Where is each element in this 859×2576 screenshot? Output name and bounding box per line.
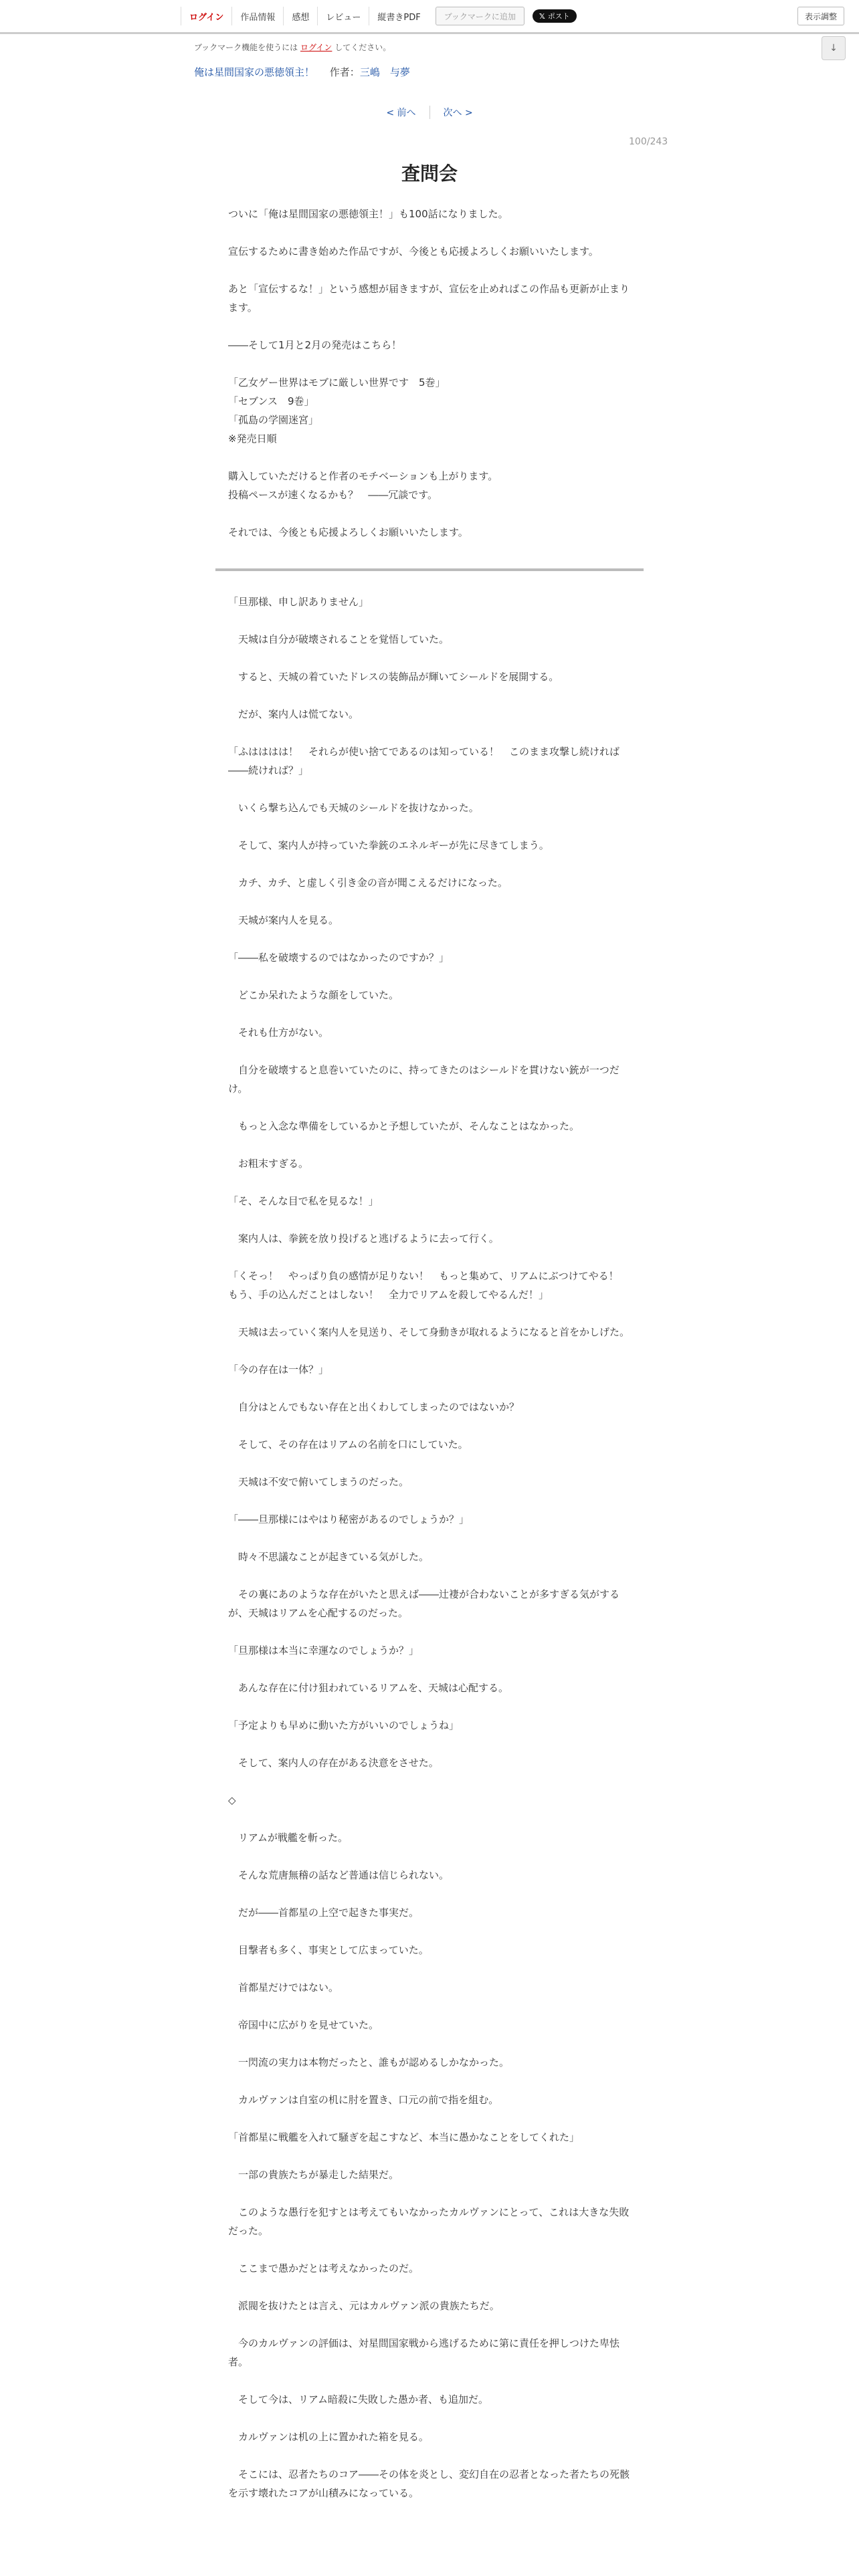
body-paragraph: 「――私を破壊するのではなかったのですか？」 bbox=[228, 952, 450, 964]
blank-line bbox=[228, 1847, 630, 1866]
body-paragraph: カルヴァンは机の上に置かれた箱を見る。 bbox=[228, 2431, 429, 2443]
body-paragraph: 一部の貴族たちが暴走した結果だ。 bbox=[228, 2169, 399, 2181]
body-paragraph: どこか呆れたような顔をしていた。 bbox=[228, 989, 399, 1001]
blank-line bbox=[228, 2072, 630, 2090]
blank-line bbox=[228, 1566, 630, 1585]
scroll-down-button[interactable] bbox=[822, 36, 846, 60]
blank-line bbox=[228, 2240, 630, 2259]
body-paragraph: リアムが戦艦を斬った。 bbox=[228, 1832, 348, 1844]
x-post-button[interactable] bbox=[533, 9, 577, 23]
episode-number: 100/243 bbox=[629, 136, 668, 147]
blank-line bbox=[228, 817, 630, 836]
body-paragraph: 「今の存在は一体？」 bbox=[228, 1364, 329, 1376]
blank-line bbox=[228, 2109, 630, 2128]
blank-line bbox=[228, 223, 630, 242]
blank-line bbox=[228, 892, 630, 911]
blank-line bbox=[228, 1529, 630, 1547]
body-paragraph: いくら撃ち込んでも天城のシールドを抜けなかった。 bbox=[228, 802, 479, 814]
blank-line bbox=[228, 504, 630, 523]
body-paragraph: 「首都星に戦艦を入れて騒ぎを起こすなど、本当に愚かなことをしてくれた」 bbox=[228, 2131, 580, 2143]
blank-line bbox=[228, 2278, 630, 2296]
blank-line bbox=[228, 1622, 630, 1641]
blank-line bbox=[228, 1660, 630, 1679]
preface-paragraph: 宣伝するために書き始めた作品ですが、今後とも応援よろしくお願いいたします。 bbox=[228, 245, 599, 257]
preface-section bbox=[228, 205, 630, 542]
body-paragraph: ここまで愚かだとは考えなかったのだ。 bbox=[228, 2262, 419, 2274]
blank-line bbox=[228, 1697, 630, 1716]
body-paragraph: 天城は自分が破壊されることを覚悟していた。 bbox=[228, 633, 450, 645]
blank-line bbox=[228, 1491, 630, 1510]
blank-line bbox=[228, 1304, 630, 1323]
blank-line bbox=[228, 1210, 630, 1229]
work-title-link[interactable]: 俺は星間国家の悪徳領主！ bbox=[194, 66, 315, 78]
blank-line bbox=[228, 1885, 630, 1903]
body-paragraph: 自分を破壊すると息巻いていたのに、持ってきたのはシールドを貫けない銃が一つだけ。 bbox=[228, 1064, 619, 1095]
x-post-label: ポスト bbox=[547, 12, 570, 21]
bookmark-notice bbox=[194, 41, 391, 53]
body-paragraph: 「旦那様、申し訳ありません」 bbox=[228, 596, 369, 608]
blank-line bbox=[228, 2409, 630, 2428]
blank-line bbox=[228, 2446, 630, 2465]
body-paragraph: そして、案内人の存在がある決意をさせた。 bbox=[228, 1757, 439, 1769]
blank-line bbox=[228, 1735, 630, 1753]
blank-line bbox=[228, 1098, 630, 1117]
blank-line bbox=[228, 855, 630, 873]
next-episode-link[interactable]: 次へ > bbox=[430, 106, 486, 119]
body-paragraph: 自分はとんでもない存在と出くわしてしまったのではないか？ bbox=[228, 1401, 520, 1413]
body-paragraph: 「くそっ！ やっぱり負の感情が足りない！ もっと集めて、リアムにぶつけてやる！ もう、手の込んだことはしない！ 全力でリアムを殺してやるんだ！」 bbox=[228, 1270, 629, 1301]
blank-line bbox=[228, 1173, 630, 1192]
blank-line bbox=[228, 967, 630, 986]
blank-line bbox=[228, 1810, 630, 1828]
body-paragraph: カチ、カチ、と虚しく引き金の音が聞こえるだけになった。 bbox=[228, 877, 508, 889]
body-paragraph: 「そ、そんな目で私を見るな！」 bbox=[228, 1195, 379, 1207]
blank-line bbox=[228, 2371, 630, 2390]
blank-line bbox=[228, 1772, 630, 1791]
body-paragraph: 帝国中に広がりを見せていた。 bbox=[228, 2019, 379, 2031]
nav-vertical-pdf-link[interactable]: 縦書きPDF bbox=[369, 7, 428, 25]
body-paragraph: 「予定よりも早めに動いた方がいいのでしょうね」 bbox=[228, 1719, 460, 1731]
body-paragraph: 今のカルヴァンの評価は、対星間国家戦から逃げるために第に責任を押しつけた卑怯者。 bbox=[228, 2337, 619, 2368]
author-label: 作者： bbox=[329, 66, 360, 78]
blank-line bbox=[228, 317, 630, 336]
body-paragraph: 天城は不安で俯いてしまうのだった。 bbox=[228, 1476, 409, 1488]
display-settings-button[interactable]: 表示調整 bbox=[797, 7, 844, 25]
body-paragraph: 「旦那様は本当に幸運なのでしょうか？」 bbox=[228, 1644, 419, 1656]
preface-paragraph: 「乙女ゲー世界はモブに厳しい世界です 5巻」 bbox=[228, 377, 446, 389]
body-paragraph: 「ふはははは！ それらが使い捨てであるのは知っている！ このまま攻撃し続ければ――続ければ？」 bbox=[228, 746, 620, 776]
blank-line bbox=[228, 261, 630, 280]
body-paragraph: だが――首都星の上空で起きた事実だ。 bbox=[228, 1907, 419, 1919]
body-paragraph: それも仕方がない。 bbox=[228, 1027, 329, 1039]
bookmark-notice-login-link[interactable]: ログイン bbox=[300, 43, 332, 52]
episode-title: 査問会 bbox=[401, 163, 458, 185]
preface-paragraph: ――そして1月と2月の発売はこちら！ bbox=[228, 339, 402, 351]
blank-line bbox=[228, 1997, 630, 2016]
body-paragraph: 天城は去っていく案内人を見送り、そして身動きが取れるようになると首をかしげた。 bbox=[228, 1326, 630, 1338]
body-paragraph: あんな存在に付け狙われているリアムを、天城は心配する。 bbox=[228, 1682, 508, 1694]
blank-line bbox=[228, 1004, 630, 1023]
body-paragraph: このような愚行を犯すとは考えてもいなかったカルヴァンにとって、これは大きな失敗だった。 bbox=[228, 2206, 630, 2237]
preface-divider bbox=[215, 568, 644, 571]
body-paragraph: 時々不思議なことが起きている気がした。 bbox=[228, 1551, 430, 1563]
body-paragraph: 目撃者も多く、事実として広まっていた。 bbox=[228, 1944, 429, 1956]
preface-paragraph: それでは、今後とも応援よろしくお願いいたします。 bbox=[228, 526, 468, 538]
blank-line bbox=[228, 2147, 630, 2165]
blank-line bbox=[228, 2315, 630, 2334]
body-paragraph: すると、天城の着ていたドレスの装飾品が輝いてシールドを展開する。 bbox=[228, 671, 559, 683]
blank-line bbox=[228, 1248, 630, 1267]
body-paragraph: 案内人は、拳銃を放り投げると逃げるように去って行く。 bbox=[228, 1232, 499, 1245]
body-paragraph: そこには、忍者たちのコア――その体を炎とし、変幻自在の忍者となった者たちの死骸を示す壊れたコアが山積みになっている。 bbox=[228, 2468, 630, 2499]
episode-pager bbox=[0, 106, 859, 119]
body-paragraph: お粗末すぎる。 bbox=[228, 1158, 309, 1170]
preface-paragraph: 投稿ペースが速くなるかも？ ――冗談です。 bbox=[228, 489, 438, 501]
body-paragraph: だが、案内人は慌てない。 bbox=[228, 708, 359, 720]
body-paragraph: そして、その存在はリアムの名前を口にしていた。 bbox=[228, 1438, 468, 1451]
body-paragraph: もっと入念な準備をしているかと予想していたが、そんなことはなかった。 bbox=[228, 1120, 580, 1132]
body-paragraph: そして今は、リアム暗殺に失敗した愚か者、も追加だ。 bbox=[228, 2393, 488, 2405]
preface-paragraph: あと「宣伝するな！」という感想が届きますが、宣伝を止めればこの作品も更新が止まります。 bbox=[228, 283, 630, 314]
header-nav bbox=[181, 7, 577, 25]
site-header bbox=[0, 0, 859, 34]
blank-line bbox=[228, 1959, 630, 1978]
blank-line bbox=[228, 1042, 630, 1061]
episode-body bbox=[228, 593, 630, 2502]
arrow-down-icon: ↓ bbox=[830, 43, 838, 53]
x-logo-icon: 𝕏 bbox=[539, 11, 545, 21]
body-paragraph: そして、案内人が持っていた拳銃のエネルギーが先に尽きてしまう。 bbox=[228, 839, 549, 851]
preface-paragraph: ※発売日順 bbox=[228, 433, 277, 445]
blank-line bbox=[228, 2034, 630, 2053]
preface-paragraph: 「セブンス 9巻」 bbox=[228, 395, 314, 407]
blank-line bbox=[228, 686, 630, 705]
bookmark-notice-before: ブックマーク機能を使うには bbox=[194, 43, 300, 52]
preface-paragraph: 「孤島の学園迷宮」 bbox=[228, 414, 319, 426]
blank-line bbox=[228, 1379, 630, 1398]
work-info-line bbox=[194, 65, 410, 79]
nav-items bbox=[181, 7, 429, 25]
nav-work-info-link[interactable]: 作品情報 bbox=[231, 7, 283, 25]
blank-line bbox=[228, 1454, 630, 1473]
body-paragraph: その裏にあのような存在がいたと思えば――辻褄が合わないことが多すぎる気がするが、天城はリアムを心配するのだった。 bbox=[228, 1588, 620, 1619]
nav-review-link[interactable]: レビュー bbox=[317, 7, 369, 25]
body-paragraph: カルヴァンは自室の机に肘を置き、口元の前で指を組む。 bbox=[228, 2094, 499, 2106]
bookmark-notice-after: してください。 bbox=[332, 43, 391, 52]
blank-line bbox=[228, 611, 630, 630]
body-paragraph: そんな荒唐無稽の話など普通は信じられない。 bbox=[228, 1869, 450, 1881]
blank-line bbox=[228, 2184, 630, 2203]
author-link[interactable]: 三嶋 与夢 bbox=[359, 66, 410, 78]
preface-paragraph: 購入していただけると作者のモチベーションも上がります。 bbox=[228, 470, 498, 482]
body-paragraph: 派閥を抜けたとは言え、元はカルヴァン派の貴族たちだ。 bbox=[228, 2300, 500, 2312]
body-paragraph: 首都星だけではない。 bbox=[228, 1981, 339, 1994]
blank-line bbox=[228, 930, 630, 948]
body-paragraph: 天城が案内人を見る。 bbox=[228, 914, 339, 926]
previous-episode-link[interactable]: < 前へ bbox=[386, 108, 416, 118]
blank-line bbox=[228, 354, 630, 373]
nav-impressions-link[interactable]: 感想 bbox=[283, 7, 317, 25]
preface-paragraph: ついに「俺は星間国家の悪徳領主！」も100話になりました。 bbox=[228, 208, 508, 220]
blank-line bbox=[228, 1136, 630, 1154]
blank-line bbox=[228, 1922, 630, 1941]
body-paragraph: 一閃流の実力は本物だったと、誰もが認めるしかなかった。 bbox=[228, 2056, 510, 2068]
blank-line bbox=[228, 1416, 630, 1435]
body-paragraph: ◇ bbox=[228, 1794, 236, 1806]
blank-line bbox=[228, 1341, 630, 1360]
blank-line bbox=[228, 780, 630, 798]
blank-line bbox=[228, 448, 630, 467]
nav-login-link[interactable]: ログイン bbox=[181, 7, 231, 25]
body-paragraph: 「――旦那様にはやはり秘密があるのでしょうか？」 bbox=[228, 1513, 470, 1525]
bookmark-add-button[interactable]: ブックマークに追加 bbox=[436, 7, 524, 25]
blank-line bbox=[228, 649, 630, 667]
blank-line bbox=[228, 724, 630, 742]
